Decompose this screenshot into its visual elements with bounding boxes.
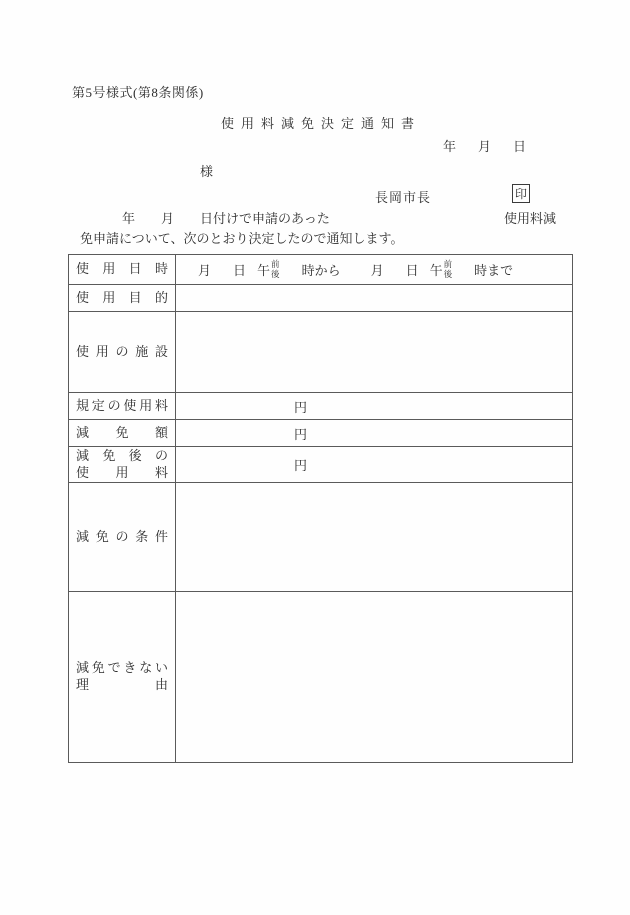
year-label: 年 — [443, 139, 457, 154]
reduction-amount-label: 減免額 — [76, 424, 168, 440]
start-am-label: 前 — [271, 259, 280, 270]
usage-purpose-label-cell — [69, 285, 176, 312]
usage-datetime-label: 使用日時 — [76, 261, 168, 277]
start-pm-label: 後 — [271, 268, 280, 279]
reduction-amount-label-cell — [69, 420, 176, 447]
intro-line-2: 免申請について、次のとおり決定したので通知します。 — [80, 231, 404, 246]
end-hour-label: 時まで — [474, 263, 514, 278]
start-noon-label: 午 — [257, 263, 271, 278]
end-ampm-stack — [444, 260, 453, 279]
standard-fee-label: 規定の使用料 — [76, 397, 168, 413]
table-row-usage-purpose — [69, 285, 573, 312]
fee-after-reduction-label-line1: 減免後の — [76, 447, 168, 463]
fee-after-reduction-label-cell — [69, 447, 176, 483]
usage-facility-value-cell — [176, 312, 573, 393]
intro-line-1-left: 年 月 日付けで申請のあった — [122, 211, 330, 226]
usage-facility-label: 使用の施設 — [76, 343, 168, 359]
start-hour-label: 時から — [301, 263, 341, 278]
table-row-no-reduction-reason — [69, 592, 573, 763]
reduction-conditions-label: 減免の条件 — [76, 528, 168, 544]
usage-datetime-value-cell — [176, 255, 573, 285]
start-month-label: 月 — [198, 263, 212, 278]
usage-facility-label-cell — [69, 312, 176, 393]
standard-fee-value-cell — [176, 393, 573, 420]
document-title: 使用料減免決定通知書 — [220, 116, 421, 131]
end-month-label: 月 — [370, 263, 384, 278]
decision-table — [68, 254, 573, 763]
table-row-reduction-conditions — [69, 483, 573, 592]
fee-after-reduction-label-line2: 使用料 — [76, 464, 168, 480]
seal-mark: 印 — [512, 184, 530, 203]
end-day-label: 日 — [405, 263, 419, 278]
date-line — [443, 136, 526, 155]
no-reduction-reason-label-cell — [69, 592, 176, 763]
end-am-label: 前 — [443, 259, 453, 270]
intro-line-1 — [68, 208, 556, 227]
standard-fee-unit: 円 — [294, 399, 308, 415]
month-label: 月 — [478, 139, 492, 154]
usage-datetime-label-cell — [69, 255, 176, 285]
reduction-amount-unit: 円 — [294, 426, 308, 442]
end-pm-label: 後 — [443, 268, 453, 279]
table-row-fee-after-reduction — [69, 447, 573, 483]
addressee-honorific: 様 — [200, 164, 214, 179]
table-row-standard-fee — [69, 393, 573, 420]
end-noon-label: 午 — [429, 263, 443, 278]
usage-purpose-value-cell — [176, 285, 573, 312]
start-ampm-stack — [271, 260, 280, 279]
reduction-amount-value-cell — [176, 420, 573, 447]
fee-after-reduction-value-cell — [176, 447, 573, 483]
usage-purpose-label: 使用目的 — [76, 289, 168, 305]
sender-name: 長岡市長 — [375, 190, 432, 205]
intro-line-1-right: 使用料減 — [503, 211, 556, 226]
no-reduction-reason-label-line2: 理由 — [76, 677, 168, 692]
start-day-label: 日 — [233, 263, 247, 278]
reduction-conditions-value-cell — [176, 483, 573, 592]
table-row-usage-datetime — [69, 255, 573, 285]
reduction-conditions-label-cell — [69, 483, 176, 592]
form-number: 第5号様式(第8条関係) — [72, 85, 204, 100]
no-reduction-reason-label-line1: 減免できない — [76, 660, 168, 676]
fee-after-reduction-unit: 円 — [294, 458, 308, 473]
table-row-reduction-amount — [69, 420, 573, 447]
no-reduction-reason-value-cell — [176, 592, 573, 763]
standard-fee-label-cell — [69, 393, 176, 420]
day-label: 日 — [513, 139, 527, 154]
table-row-usage-facility — [69, 312, 573, 393]
